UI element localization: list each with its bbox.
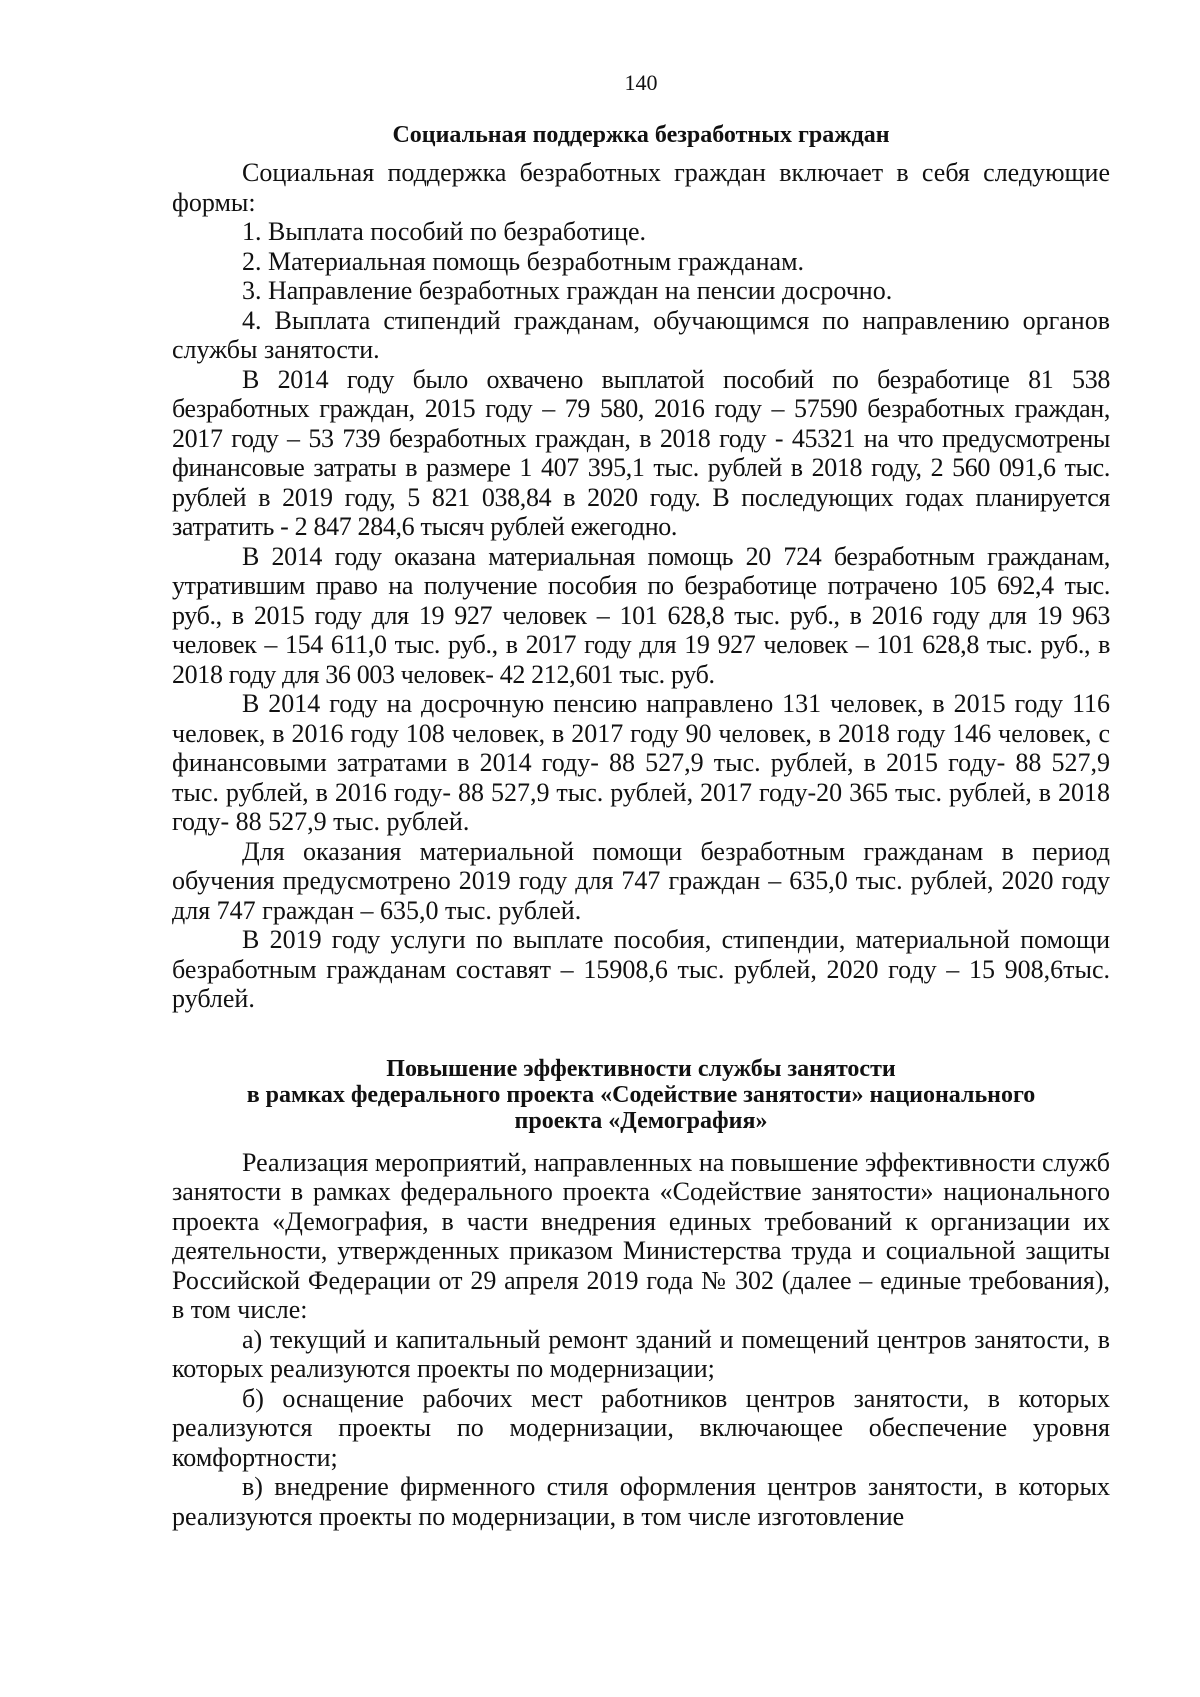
- paragraph-material-aid-statistics: В 2014 году оказана материальная помощь 20 724 безработным гражданам, утратившим право на получение пособия по безработице потрачено 105 692,4 тыс. руб., в 2015 году для 19 927 человек – 101 628,8 тыс. руб., в 2016 году для 19 963 человек – 154 611,0 тыс. руб., в 2017 году для 19 927 человек – 101 628,8 тыс. руб., в 2018 году для 36 003 человек- 42 212,601 тыс. руб.: [172, 541, 1110, 689]
- section-title-line: проекта «Демография»: [514, 1107, 768, 1134]
- paragraph-training-aid: Для оказания материальной помощи безработным гражданам в период обучения предусмотрено 2019 году для 747 граждан – 635,0 тыс. рублей, 2020 году для 747 граждан – 635,0 тыс. рублей.: [172, 836, 1110, 925]
- page-number: 140: [624, 70, 658, 95]
- list-item-corporate-style: в) внедрение фирменного стиля оформления центров занятости, в которых реализуются проекты по модернизации, в том числе изготовление: [172, 1472, 1110, 1531]
- list-item-stipends: 4. Выплата стипендий гражданам, обучающимся по направлению органов службы занятости.: [172, 305, 1110, 364]
- section-title-employment-efficiency: [172, 1056, 1110, 1134]
- section-title-line: Повышение эффективности службы занятости: [386, 1055, 896, 1082]
- section-title-social-support: Социальная поддержка безработных граждан: [392, 122, 890, 148]
- document-page: [172, 0, 1110, 1531]
- section-title-line: в рамках федерального проекта «Содействие занятости» национального: [246, 1081, 1036, 1108]
- list-item-benefits: 1. Выплата пособий по безработице.: [242, 217, 647, 246]
- paragraph-benefit-statistics: В 2014 году было охвачено выплатой пособий по безработице 81 538 безработных граждан, 2015 году – 79 580, 2016 году – 57590 безработных граждан, 2017 году – 53 739 безработных граждан, в 2018 году - 45321 на что предусмотрены финансовые затраты в размере 1 407 395,1 тыс. рублей в 2018 году, 2 560 091,6 тыс. рублей в 2019 году, 5 821 038,84 в 2020 году. В последующих годах планируется затратить - 2 847 284,6 тысяч рублей ежегодно.: [172, 364, 1110, 541]
- list-item-early-pension: 3. Направление безработных граждан на пенсии досрочно.: [242, 276, 893, 305]
- paragraph-services-cost: В 2019 году услуги по выплате пособия, стипендии, материальной помощи безработным гражданам составят – 15908,6 тыс. рублей, 2020 году – 15 908,6тыс. рублей.: [172, 925, 1110, 1013]
- list-item-workplace-equipment: б) оснащение рабочих мест работников центров занятости, в которых реализуются проекты по модернизации, включающее обеспечение уровня комфортности;: [172, 1383, 1110, 1472]
- list-item-repair: а) текущий и капитальный ремонт зданий и помещений центров занятости, в которых реализуются проекты по модернизации;: [172, 1324, 1110, 1383]
- paragraph-early-pension-statistics: В 2014 году на досрочную пенсию направлено 131 человек, в 2015 году 116 человек, в 2016 году 108 человек, в 2017 году 90 человек, в 2018 году 146 человек, с финансовыми затратами в 2014 году- 88 527,9 тыс. рублей, в 2015 году- 88 527,9 тыс. рублей, в 2016 году- 88 527,9 тыс. рублей, 2017 году-20 365 тыс. рублей, в 2018 году- 88 527,9 тыс. рублей.: [172, 689, 1110, 836]
- paragraph-intro: Социальная поддержка безработных граждан включает в себя следующие формы:: [172, 158, 1110, 217]
- paragraph-measures-intro: Реализация мероприятий, направленных на повышение эффективности служб занятости в рамках федерального проекта «Содействие занятости» национального проекта «Демография, в части внедрения единых требований к организации их деятельности, утвержденных приказом Министерства труда и социальной защиты Российской Федерации от 29 апреля 2019 года № 302 (далее – единые требования), в том числе:: [172, 1147, 1110, 1324]
- list-item-material-aid: 2. Материальная помощь безработным гражданам.: [242, 246, 805, 276]
